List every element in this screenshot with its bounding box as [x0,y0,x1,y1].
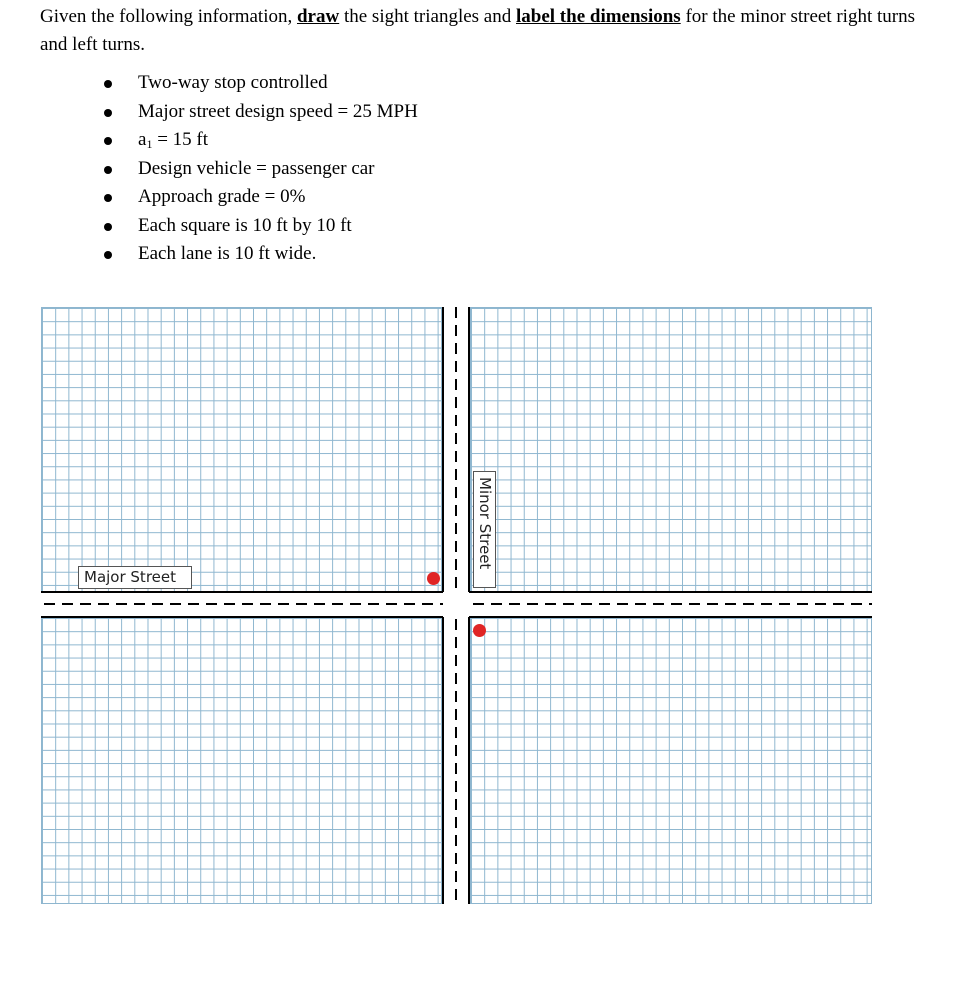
list-item: Each square is 10 ft by 10 ft [100,212,418,241]
list-item: Major street design speed = 25 MPH [100,98,418,127]
grid-quadrant-northwest [41,307,442,592]
grid-quadrant-southwest [41,617,442,904]
list-item: $a_1 = 15$ ft [100,126,418,155]
emphasis-label-dimensions: label the dimensions [516,6,681,27]
problem-statement: Given the following information, draw the sight triangles and label the dimensions for the minor street right turns and left turns. [40,6,915,55]
list-item: Two-way stop controlled [100,69,418,98]
minor-street-label: Minor Street [473,471,496,588]
emphasis-draw: draw [296,6,340,27]
stopped-vehicle-marker-northbound [427,572,440,585]
list-item: Design vehicle = passenger car [100,155,418,184]
given-information-list [100,69,418,269]
grid-quadrant-southeast [470,617,872,904]
stopped-vehicle-marker-southbound [473,624,486,637]
major-street-label: Major Street [78,566,192,589]
list-item: Approach grade = 0% [100,183,418,212]
grid-quadrant-northeast [470,307,872,592]
list-item: Each lane is 10 ft wide. [100,240,418,269]
